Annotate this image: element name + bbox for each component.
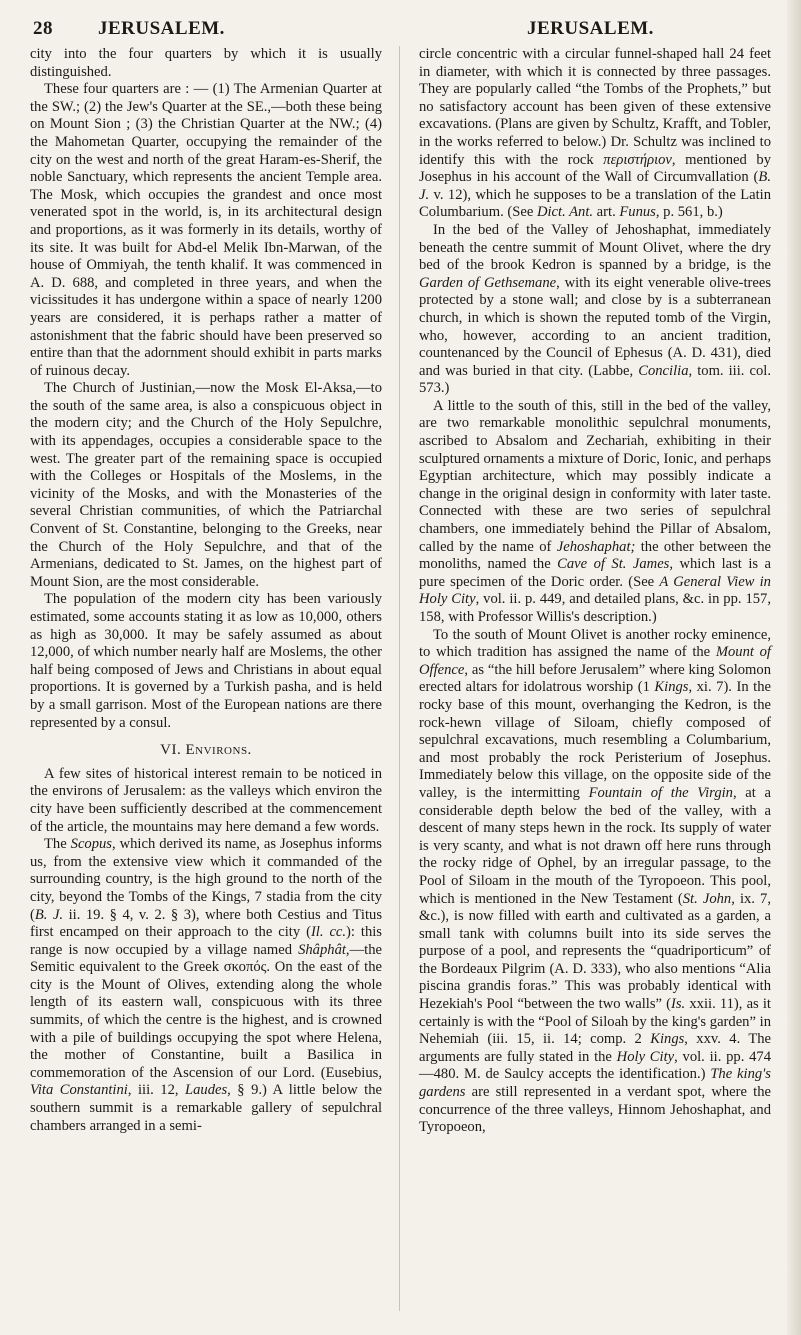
paragraph: circle concentric with a circular funnel-shaped hall 24 feet in diameter, with which it is connected by three passages. They are popularly called “the Tombs of the Prophets,” but no satisfactory account has been given of these extensive excavations. (Plans are given by Schultz, Krafft, and Tobler, in the works referred to below.) Dr. Schultz was inclined to identify this with the rock περιστήριον, mentioned by Josephus in his account of the Wall of Circumvallation (B. J. v. 12), which he supposes to be a translation of the Latin Columbarium. (See Dict. Ant. art. Funus, p. 561, b.) [419, 46, 771, 221]
paragraph: The Church of Justinian,—now the Mosk El-Aksa,—to the south of the same area, is also a conspicuous object in the modern city; and the Church of the Holy Sepulchre, with its appendages, occupies a considerable space to the west. The greater part of the remaining space is occupied with the Colleges or Hospitals of the Moslems, in the vicinity of the Mosks, and with the Monasteries of the several Christian communities, of which the Patriarchal Convent of St. Constantine, belonging to the Greeks, near the Church of the Holy Sepulchre, and that of the Armenians, dedicated to St. James, on the highest part of Mount Sion, are the most considerable. [30, 380, 382, 590]
paragraph: To the south of Mount Olivet is another rocky eminence, to which tradition has assigned the name of the Mount of Offence, as “the hill before Jerusalem” where king Solomon erected altars for idolatrous worship (1 Kings, xi. 7). In the rocky base of this mount, overhanging the Kedron, is the rock-hewn village of Siloam, chiefly composed of sepulchral excavations, much resembling a Columbarium, and most probably the rock Peristerium of Josephus. Immediately below this village, on the opposite side of the valley, is the intermitting Fountain of the Virgin, at a considerable depth below the bed of the valley, with a descent of many steps hewn in the rock. Its supply of water is very scanty, and what is not drawn off here runs through the rocky ridge of Ophel, by an irregular passage, to the Pool of Siloam in the mouth of the Tyropoeon. This pool, which is mentioned in the New Testament (St. John, ix. 7, &c.), is now filled with earth and cultivated as a garden, a small tank with columns built into its side serves the purpose of a pool, and represents the “quadriporticum” of the Bordeaux Pilgrim (A. D. 333), who also mentions “Alia piscina grandis foras.” This was probably identical with Hezekiah's Pool “between the two walls” (Is. xxii. 11), as it certainly is with the “Pool of Siloah by the king's garden” in Nehemiah (iii. 15, ii. 14; comp. 2 Kings, xxv. 4. The arguments are fully stated in the Holy City, vol. ii. pp. 474—480. M. de Saulcy accepts the identification.) The king's gardens are still represented in a verdant spot, where the concurrence of the three valleys, Hinnom Jehoshaphat, and Tyropoeon, [419, 626, 772, 1136]
page-number: 28 [33, 18, 53, 39]
paragraph: city into the four quarters by which it is usually distinguished. [30, 46, 382, 80]
column-divider [399, 46, 400, 1311]
left-column [30, 46, 382, 1135]
section-heading [30, 742, 382, 760]
paragraph: A few sites of historical interest remain to be noticed in the environs of Jerusalem: as the valleys which environ the city have been sufficiently described at the commencement of the article, the mountains may here demand a few words. [30, 765, 382, 835]
section-number: VI. [160, 742, 182, 759]
paragraph: These four quarters are : — (1) The Armenian Quarter at the SW.; (2) the Jew's Quarter at the SE.,—both these being on Mount Sion ; (3) the Christian Quarter at the NW.; (4) the Mahometan Quarter, occupying the remainder of the city on the west and north of the great Haram-es-Sherif, the noble Sanctuary, which represents the ancient Temple area. The Mosk, which occupies the grandest and once most venerated spot in the world, is, in its architectural design and proportions, as it was formerly in its details, worthy of its site. It was built for Abd-el Melik Ibn-Marwan, of the house of Ommiyah, the tenth khalif. It was commenced in A. D. 688, and completed in three years, and when the vicissitudes it has undergone within a space of nearly 1200 years are considered, it is perhaps rather a matter of astonishment that the fabric should have been preserved so entire than that the adornment should exhibit in parts marks of ruinous decay. [30, 81, 382, 379]
running-head-left: JERUSALEM. [98, 18, 225, 39]
paragraph: The population of the modern city has been variously estimated, some accounts stating it as low as 10,000, others as high as 30,000. It may be safely assumed as about 12,000, of which number nearly half are Moslems, the other half being composed of Jews and Christians in about equal proportions. It is governed by a Turkish pasha, and is held by a small garrison. Most of the European nations are there represented by a consul. [30, 591, 382, 731]
page-edge [787, 0, 801, 1335]
right-column [419, 46, 771, 1137]
running-head-right: JERUSALEM. [527, 18, 654, 39]
paragraph: The Scopus, which derived its name, as Josephus informs us, from the extensive view which it commanded of the surrounding country, is the high ground to the north of the city, beyond the Tombs of the Kings, 7 stadia from the city (B. J. ii. 19. § 4, v. 2. § 3), where both Cestius and Titus first encamped on their approach to the city (Il. cc.): this range is now occupied by a village named Shâphât,—the Semitic equivalent to the Greek σκοπός. On the east of the city is the Mount of Olives, extending along the whole length of its eastern wall, conspicuous with its three summits, of which the centre is the highest, and is crowned with a pile of buildings occupying the spot where Helena, the mother of Constantine, built a Basilica in commemoration of the Ascension of our Lord. (Eusebius, Vita Constantini, iii. 12, Laudes, § 9.) A little below the southern summit is a remarkable gallery of sepulchral chambers arranged in a semi- [30, 836, 382, 1134]
section-title: Environs. [185, 742, 252, 759]
paragraph: In the bed of the Valley of Jehoshaphat, immediately beneath the centre summit of Mount Olivet, where the dry bed of the brook Kedron is spanned by a bridge, is the Garden of Gethsemane, with its eight venerable olive-trees protected by a stone wall; and close by is a subterranean church, in which is shown the reputed tomb of the Virgin, who, however, according to an ancient tradition, countenanced by the Council of Ephesus (A. D. 431), died and was buried in that city. (Labbe, Concilia, tom. iii. col. 573.) [419, 221, 772, 397]
paragraph: A little to the south of this, still in the bed of the valley, are two remarkable monolithic sepulchral monuments, ascribed to Absalom and Zechariah, exhibiting in their sculptured ornaments a mixture of Doric, Ionic, and perhaps Egyptian architecture, which may possibly indicate a change in the original design in conformity with later taste. Connected with these are two series of sepulchral chambers, one immediately behind the Pillar of Absalom, called by the name of Jehoshaphat; the other between the monoliths, named the Cave of St. James, which last is a pure specimen of the Doric order. (See A General View in Holy City, vol. ii. p. 449, and detailed plans, &c. in pp. 157, 158, with Professor Willis's description.) [419, 397, 772, 625]
